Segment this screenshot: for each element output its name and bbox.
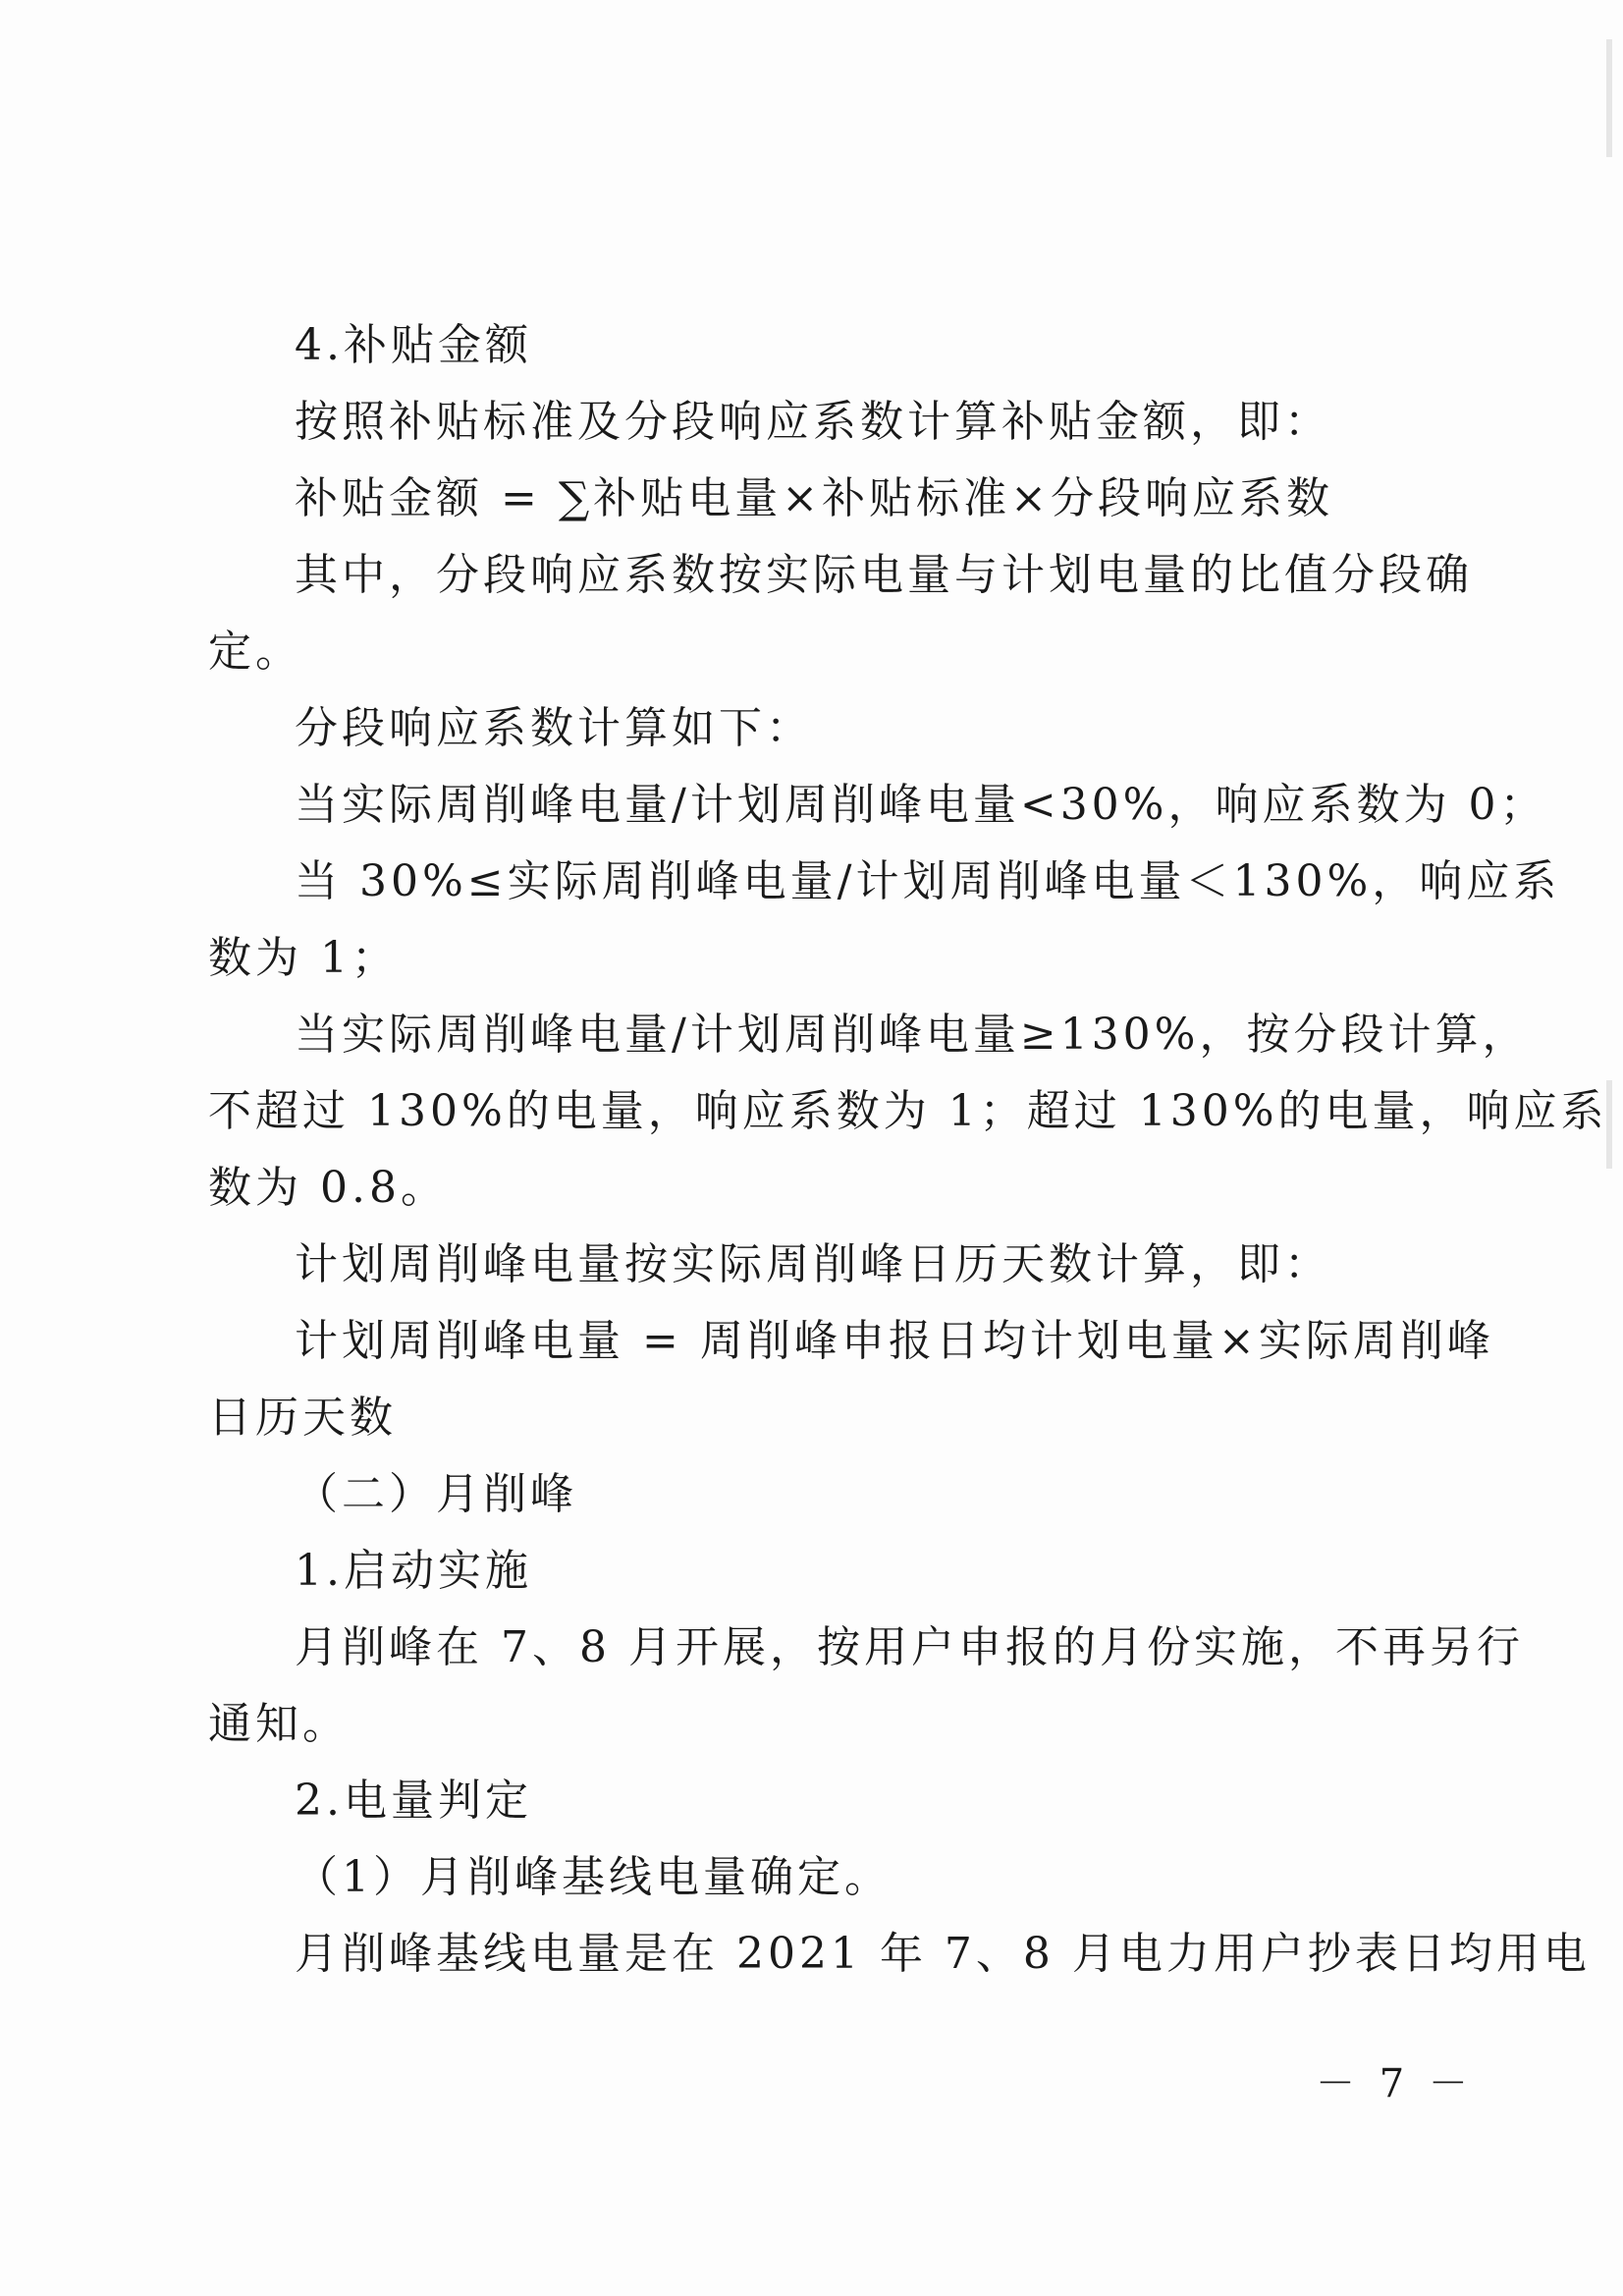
- section-heading-monthly-peak-shaving: （二）月削峰: [295, 1469, 577, 1519]
- paragraph-line: 当 30%≤实际周削峰电量/计划周削峰电量＜130%，响应系: [295, 856, 1561, 906]
- paragraph-line: 当实际周削峰电量/计划周削峰电量<30%，响应系数为 0；: [295, 780, 1547, 830]
- paragraph-line: 按照补贴标准及分段响应系数计算补贴金额，即：: [295, 397, 1331, 447]
- paragraph-line: 数为 1；: [208, 933, 399, 983]
- paragraph-line: 定。: [208, 627, 302, 677]
- paragraph-line: 分段响应系数计算如下：: [295, 703, 813, 753]
- paragraph-line: 通知。: [208, 1699, 350, 1749]
- formula-line: 计划周削峰电量 = 周削峰申报日均计划电量×实际周削峰: [295, 1316, 1494, 1366]
- section-heading-electricity-determination: 2.电量判定: [295, 1776, 532, 1826]
- paragraph-line: 日历天数: [208, 1393, 397, 1443]
- paragraph-line: 当实际周削峰电量/计划周削峰电量≥130%，按分段计算，: [295, 1010, 1530, 1060]
- formula-line: 补贴金额 = ∑补贴电量×补贴标准×分段响应系数: [295, 473, 1333, 523]
- paragraph-line: 月削峰基线电量是在 2021 年 7、8 月电力用户抄表日均用电: [295, 1929, 1591, 1979]
- paragraph-line: 数为 0.8。: [208, 1163, 448, 1213]
- section-heading-launch: 1.启动实施: [295, 1546, 532, 1596]
- paragraph-line: 其中，分段响应系数按实际电量与计划电量的比值分段确: [295, 550, 1473, 600]
- paragraph-line: 计划周削峰电量按实际周削峰日历天数计算，即：: [295, 1239, 1331, 1289]
- subsection-heading-baseline: （1）月削峰基线电量确定。: [295, 1852, 892, 1902]
- section-heading-subsidy-amount: 4.补贴金额: [295, 320, 532, 370]
- paragraph-line: 不超过 130%的电量，响应系数为 1；超过 130%的电量，响应系: [208, 1086, 1608, 1136]
- paragraph-line: 月削峰在 7、8 月开展，按用户申报的月份实施，不再另行: [295, 1622, 1524, 1672]
- page-number: － 7 －: [1316, 2061, 1474, 2106]
- scan-edge-mark: [1606, 39, 1612, 157]
